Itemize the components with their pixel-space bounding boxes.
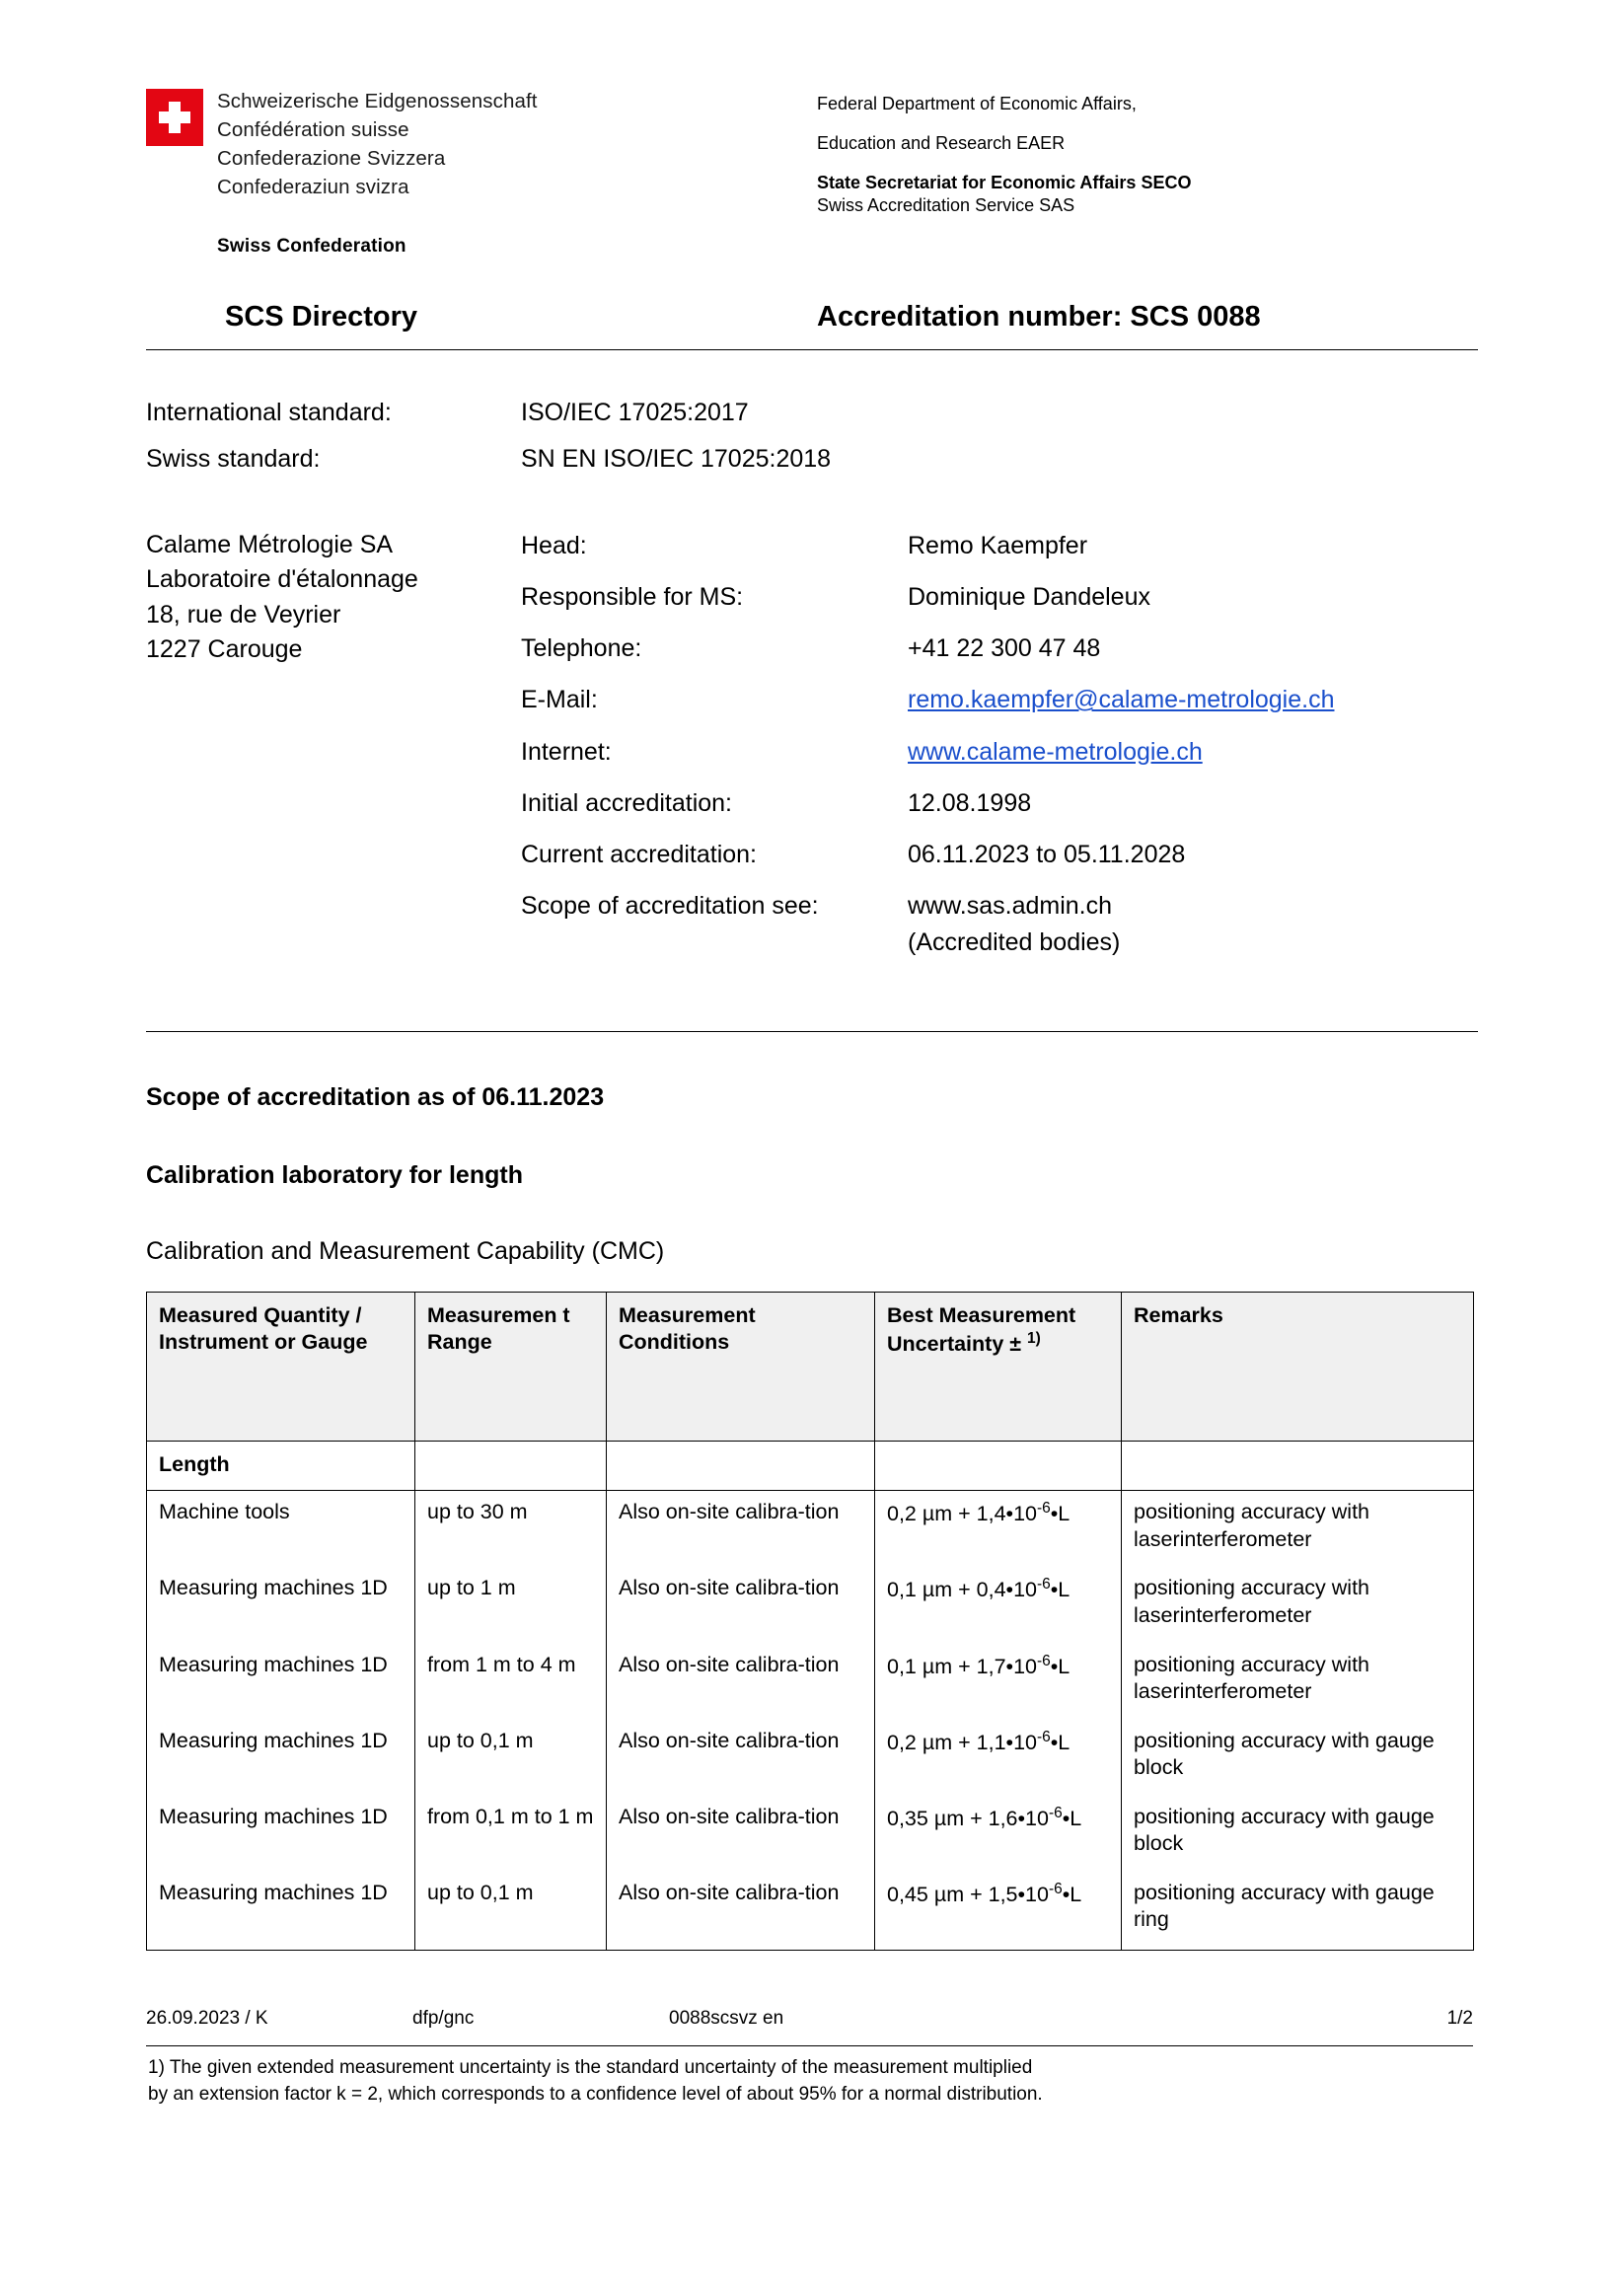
contact-label-head: Head: [521,531,587,559]
uncertainty-post: •L [1062,1806,1082,1830]
confederation-names [217,87,538,201]
group-label-length: Length [147,1441,415,1491]
contact-value-current-accreditation: 06.11.2023 to 05.11.2028 [908,841,1186,869]
standard-row [146,394,1478,432]
scope-url-note: (Accredited bodies) [908,927,1121,956]
cell-quantity: Measuring machines 1D [147,1796,415,1872]
uncertainty-pre: 0,2 µm + 1,1•10 [887,1730,1037,1754]
cell-conditions: Also on-site calibra-tion [607,1796,875,1872]
swiss-flag-icon [146,89,203,146]
accreditation-number: Accreditation number: SCS 0088 [817,301,1261,333]
standard-value-swiss: SN EN ISO/IEC 17025:2018 [521,444,832,473]
footer-row [146,1998,1473,2037]
department-line-3: State Secretariat for Economic Affairs SECO [817,172,1192,192]
standard-value-international: ISO/IEC 17025:2017 [521,399,749,427]
department-block [817,87,1191,216]
column-header-range: Measuremen t Range [415,1292,607,1441]
contact-label-initial-accreditation: Initial accreditation: [521,788,733,817]
swiss-confederation-label: Swiss Confederation [217,236,406,258]
footer-initials: dfp/gnc [412,2007,475,2029]
department-line-1: Federal Department of Economic Affairs, [817,94,1137,113]
organisation-info [146,528,1478,976]
footer-document-id: 0088scsvz en [669,2007,784,2029]
laboratory-address [146,528,521,976]
contact-row-telephone [521,630,1478,666]
standard-row [146,440,1478,479]
contact-value-head: Remo Kaempfer [908,531,1088,559]
contact-value-responsible-ms: Dominique Dandeleux [908,582,1150,611]
cell-remarks: positioning accuracy with laserinterferometer [1122,1644,1474,1720]
standards-section [146,394,1478,479]
confederation-name-rm: Confederaziun svizra [217,176,409,199]
contact-row-responsible-ms [521,579,1478,615]
uncertainty-post: •L [1062,1882,1082,1906]
document-footer [146,1998,1473,2109]
cmc-table [146,1292,1474,1951]
cell-range: from 0,1 m to 1 m [415,1796,607,1872]
cell-conditions: Also on-site calibra-tion [607,1872,875,1951]
footnote-line-2: by an extension factor k = 2, which corresponds to a confidence level of about 95% for a normal distribution. [148,2084,1043,2106]
cell-uncertainty [875,1720,1122,1796]
cell-range: from 1 m to 4 m [415,1644,607,1720]
cell-uncertainty [875,1567,1122,1643]
uncertainty-exponent: -6 [1037,1500,1051,1518]
cell-uncertainty [875,1491,1122,1568]
laboratory-heading: Calibration laboratory for length [146,1160,523,1189]
cell-quantity: Measuring machines 1D [147,1720,415,1796]
header-divider [146,349,1478,350]
table-row [147,1872,1474,1951]
contact-label-email: E-Mail: [521,686,598,714]
scope-url: www.sas.admin.ch [908,892,1113,921]
scope-heading: Scope of accreditation as of 06.11.2023 [146,1082,605,1111]
uncertainty-pre: 0,35 µm + 1,6•10 [887,1806,1049,1830]
confederation-name-fr: Confédération suisse [217,118,409,142]
department-line-2: Education and Research EAER [817,132,1066,153]
column-header-remarks: Remarks [1122,1292,1474,1441]
footnote-line-1: 1) The given extended measurement uncertainty is the standard uncertainty of the measurement multiplied [148,2056,1033,2078]
footer-page-number: 1/2 [1446,2007,1473,2029]
table-group-row [147,1441,1474,1491]
confederation-name-de: Schweizerische Eidgenossenschaft [217,90,538,112]
group-blank-cell [607,1441,875,1491]
title-row [146,301,1478,349]
contact-label-internet: Internet: [521,737,612,766]
cell-range: up to 0,1 m [415,1720,607,1796]
table-row [147,1644,1474,1720]
cell-remarks: positioning accuracy with laserinterferometer [1122,1491,1474,1568]
standard-label-international: International standard: [146,399,392,427]
footer-divider [146,2045,1473,2046]
website-link[interactable]: www.calame-metrologie.ch [908,737,1203,766]
confederation-name-it: Confederazione Svizzera [217,147,446,171]
contact-row-initial-accreditation [521,785,1478,821]
uncertainty-exponent: -6 [1037,1652,1051,1669]
cell-quantity: Measuring machines 1D [147,1872,415,1951]
footnote-marker: 1) [1027,1330,1041,1348]
contact-row-email [521,682,1478,717]
cmc-caption: Calibration and Measurement Capability (CMC) [146,1236,665,1265]
cell-remarks: positioning accuracy with gauge ring [1122,1872,1474,1951]
uncertainty-pre: 0,2 µm + 1,4•10 [887,1502,1037,1526]
address-line-3: 18, rue de Veyrier [146,600,341,629]
uncertainty-post: •L [1050,1654,1070,1678]
contact-row-internet [521,734,1478,770]
cell-remarks: positioning accuracy with laserinterferometer [1122,1567,1474,1643]
address-line-4: 1227 Carouge [146,635,303,664]
cell-quantity: Measuring machines 1D [147,1644,415,1720]
cell-remarks: positioning accuracy with gauge block [1122,1796,1474,1872]
table-row [147,1567,1474,1643]
contact-row-head [521,528,1478,563]
cell-quantity: Measuring machines 1D [147,1567,415,1643]
contact-list [521,528,1478,976]
uncertainty-pre: 0,45 µm + 1,5•10 [887,1882,1049,1906]
uncertainty-pre: 0,1 µm + 0,4•10 [887,1578,1037,1602]
uncertainty-post: •L [1050,1730,1070,1754]
department-line-4: Swiss Accreditation Service SAS [817,195,1075,216]
contact-label-telephone: Telephone: [521,634,642,663]
uncertainty-exponent: -6 [1048,1804,1063,1821]
cell-range: up to 30 m [415,1491,607,1568]
cell-conditions: Also on-site calibra-tion [607,1644,875,1720]
uncertainty-exponent: -6 [1037,1576,1051,1593]
contact-label-current-accreditation: Current accreditation: [521,841,758,869]
contact-row-current-accreditation [521,837,1478,872]
group-blank-cell [875,1441,1122,1491]
column-header-quantity: Measured Quantity / Instrument or Gauge [147,1292,415,1441]
contact-label-responsible-ms: Responsible for MS: [521,582,744,611]
page-title: SCS Directory [225,301,418,333]
contact-value-initial-accreditation: 12.08.1998 [908,788,1032,817]
uncertainty-pre: 0,1 µm + 1,7•10 [887,1654,1037,1678]
uncertainty-exponent: -6 [1048,1880,1063,1897]
table-row [147,1491,1474,1568]
cell-uncertainty [875,1872,1122,1951]
swiss-confederation-block [146,87,817,201]
cell-uncertainty [875,1796,1122,1872]
cell-range: up to 0,1 m [415,1872,607,1951]
address-line-1: Calame Métrologie SA [146,530,394,558]
info-divider [146,1031,1478,1032]
contact-value-telephone: +41 22 300 47 48 [908,634,1101,663]
table-header-row [147,1292,1474,1441]
uncertainty-post: •L [1050,1502,1070,1526]
table-row [147,1796,1474,1872]
cell-uncertainty [875,1644,1122,1720]
address-line-2: Laboratoire d'étalonnage [146,565,418,594]
cell-range: up to 1 m [415,1567,607,1643]
email-link[interactable]: remo.kaempfer@calame-metrologie.ch [908,686,1335,714]
cell-quantity: Machine tools [147,1491,415,1568]
contact-row-scope-of-accreditation [521,888,1478,960]
uncertainty-exponent: -6 [1037,1728,1051,1745]
document-header [146,87,1478,216]
column-header-conditions: Measurement Conditions [607,1292,875,1441]
cell-conditions: Also on-site calibra-tion [607,1567,875,1643]
column-header-uncertainty-text: Best Measurement Uncertainty ± [887,1302,1076,1357]
group-blank-cell [1122,1441,1474,1491]
uncertainty-post: •L [1050,1578,1070,1602]
cell-remarks: positioning accuracy with gauge block [1122,1720,1474,1796]
cell-conditions: Also on-site calibra-tion [607,1720,875,1796]
contact-label-scope-of-accreditation: Scope of accreditation see: [521,892,819,921]
column-header-uncertainty [875,1292,1122,1441]
footer-date: 26.09.2023 / K [146,2007,268,2029]
table-row [147,1720,1474,1796]
cell-conditions: Also on-site calibra-tion [607,1491,875,1568]
standard-label-swiss: Swiss standard: [146,444,321,473]
contact-value-scope-of-accreditation [908,888,1120,960]
group-blank-cell [415,1441,607,1491]
